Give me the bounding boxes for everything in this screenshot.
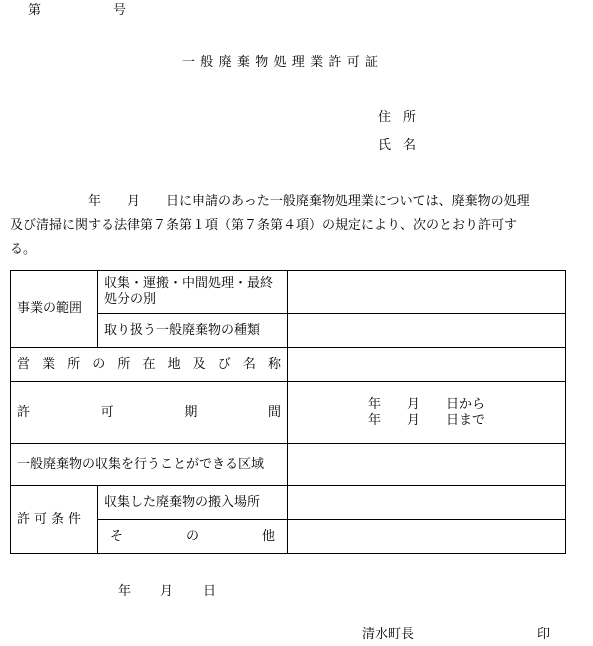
office-location-value[interactable] — [288, 348, 566, 382]
period-to: 年 月 日まで — [367, 412, 485, 428]
issuer-mayor: 清水町長 — [362, 627, 415, 642]
disposal-site-value[interactable] — [288, 486, 566, 520]
scope-type-value[interactable] — [288, 271, 566, 314]
permit-period-value[interactable] — [288, 382, 566, 444]
permit-number-suffix: 号 — [113, 3, 127, 18]
permit-period-label: 許 可 期 間 — [11, 382, 288, 444]
scope-type-label: 収集・運搬・中間処理・最終処分の別 — [98, 271, 288, 314]
statement-line-1: 年 月 日に申請のあった一般廃棄物処理業については、廃棄物の処理 — [88, 194, 530, 209]
disposal-site-label: 収集した廃棄物の搬入場所 — [98, 486, 288, 520]
permit-statement — [10, 190, 588, 262]
conditions-label: 許可条件 — [11, 486, 98, 554]
statement-line-2: 及び清掃に関する法律第７条第１項（第７条第４項）の規定により、次のとおり許可す — [10, 218, 518, 233]
office-location-label: 営 業 所 の 所 在 地 及 び 名 称 — [11, 348, 288, 382]
permit-number-prefix: 第 — [28, 3, 42, 18]
permit-details-table — [10, 270, 566, 554]
table-row — [11, 382, 566, 444]
collection-area-value[interactable] — [288, 444, 566, 486]
name-label: 氏名 — [378, 138, 429, 153]
seal-mark: 印 — [537, 627, 551, 642]
issue-month-label: 月 — [160, 584, 174, 599]
table-row — [11, 444, 566, 486]
table-row — [11, 486, 566, 520]
period-from: 年 月 日から — [367, 396, 485, 412]
statement-line-3: る。 — [10, 242, 37, 257]
table-row — [11, 271, 566, 314]
document-title: 一般廃棄物処理業許可証 — [182, 55, 384, 70]
business-scope-label: 事業の範囲 — [11, 271, 98, 348]
address-label: 住所 — [378, 110, 429, 125]
waste-kind-value[interactable] — [288, 314, 566, 348]
waste-kind-label: 取り扱う一般廃棄物の種類 — [98, 314, 288, 348]
table-row — [11, 348, 566, 382]
collection-area-label: 一般廃棄物の収集を行うことができる区域 — [11, 444, 288, 486]
other-label: そ の 他 — [98, 520, 288, 554]
issue-day-label: 日 — [203, 584, 217, 599]
other-value[interactable] — [288, 520, 566, 554]
issue-year-label: 年 — [118, 584, 132, 599]
